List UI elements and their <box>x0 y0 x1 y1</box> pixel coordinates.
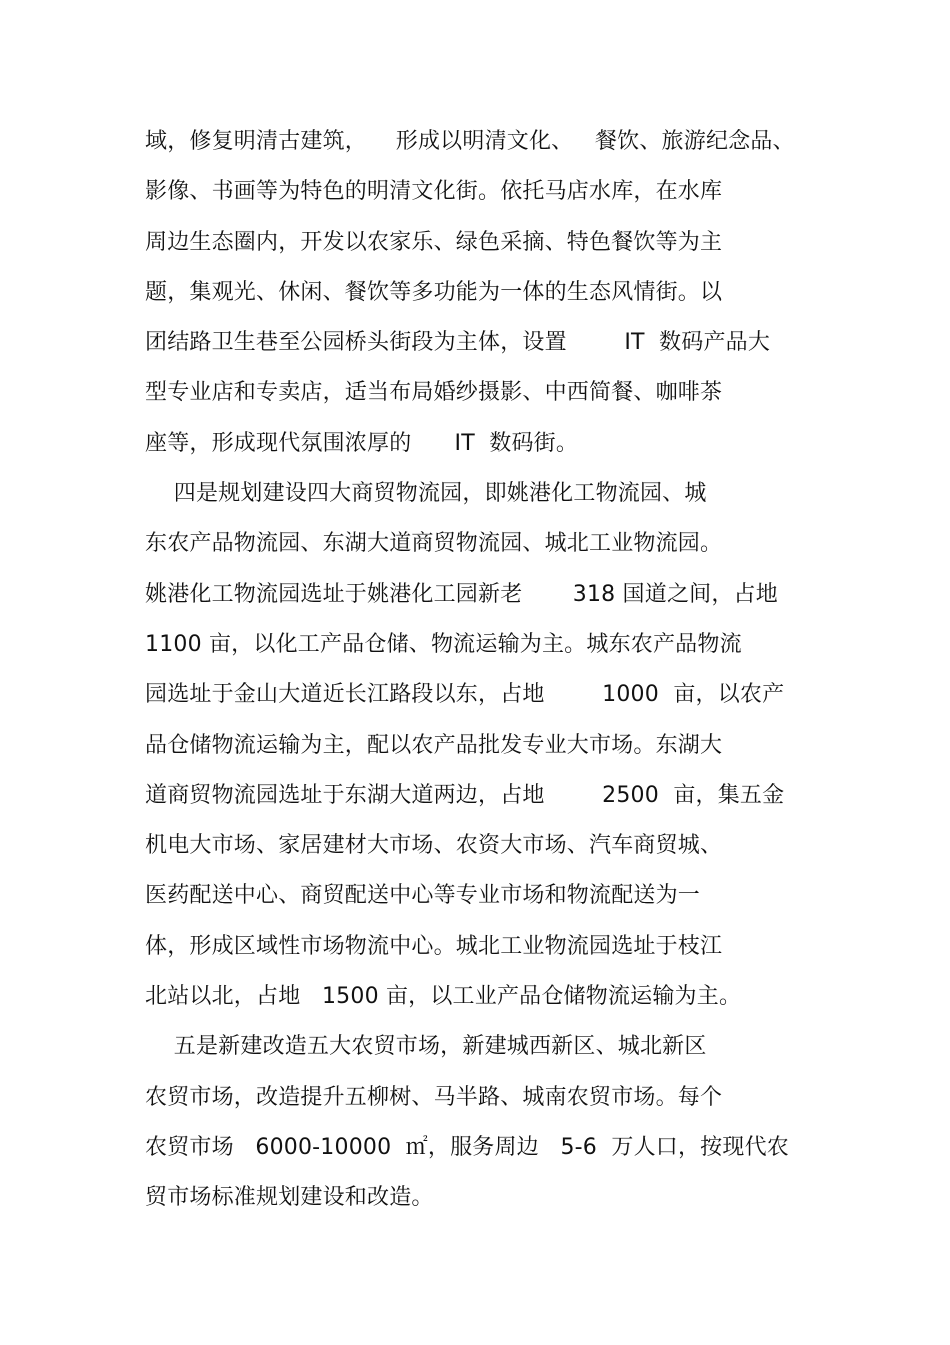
text-line: 园选址于金山大道近长江路段以东，占地 1000 亩，以农产 <box>145 682 785 708</box>
text-line: 1100 亩，以化工产品仓储、物流运输为主。城东农产品物流 <box>145 631 742 657</box>
text-line: 团结路卫生巷至公园桥头街段为主体，设置 IT 数码产品大 <box>145 330 771 356</box>
text-line: 影像、书画等为特色的明清文化街。依托马店水库，在水库 <box>145 179 723 205</box>
text-line: 东农产品物流园、东湖大道商贸物流园、城北工业物流园。 <box>145 531 723 557</box>
text-line: 品仓储物流运输为主，配以农产品批发专业大市场。东湖大 <box>145 732 723 758</box>
text-line: 题，集观光、休闲、餐饮等多功能为一体的生态风情街。以 <box>145 279 723 305</box>
paragraph-start-line: 五是新建改造五大农贸市场，新建城西新区、城北新区 <box>145 1034 707 1060</box>
text-line: 贸市场标准规划建设和改造。 <box>145 1185 434 1211</box>
text-line: 北站以北，占地 1500 亩，以工业产品仓储物流运输为主。 <box>145 984 742 1010</box>
text-line: 域，修复明清古建筑， 形成以明清文化、 餐饮、旅游纪念品、 <box>145 129 795 154</box>
text-line: 农贸市场 6000-10000 ㎡，服务周边 5-6 万人口，按现代农 <box>145 1134 789 1160</box>
text-line: 道商贸物流园选址于东湖大道两边，占地 2500 亩，集五金 <box>145 782 785 808</box>
paragraph-start-line: 四是规划建设四大商贸物流园，即姚港化工物流园、城 <box>145 481 707 507</box>
text-line: 姚港化工物流园选址于姚港化工园新老 318 国道之间，占地 <box>145 581 778 607</box>
text-line: 型专业店和专卖店，适当布局婚纱摄影、中西简餐、咖啡茶 <box>145 380 723 406</box>
text-line: 农贸市场，改造提升五柳树、马半路、城南农贸市场。每个 <box>145 1084 723 1110</box>
text-line: 座等，形成现代氛围浓厚的 IT 数码街。 <box>145 430 579 456</box>
text-line: 医药配送中心、商贸配送中心等专业市场和物流配送为一 <box>145 883 701 909</box>
body-text <box>145 117 825 1224</box>
text-line: 体，形成区域性市场物流中心。城北工业物流园选址于枝江 <box>145 933 723 959</box>
text-line: 机电大市场、家居建材大市场、农资大市场、汽车商贸城、 <box>145 833 723 859</box>
text-line: 周边生态圈内，开发以农家乐、绿色采摘、特色餐饮等为主 <box>145 229 723 255</box>
